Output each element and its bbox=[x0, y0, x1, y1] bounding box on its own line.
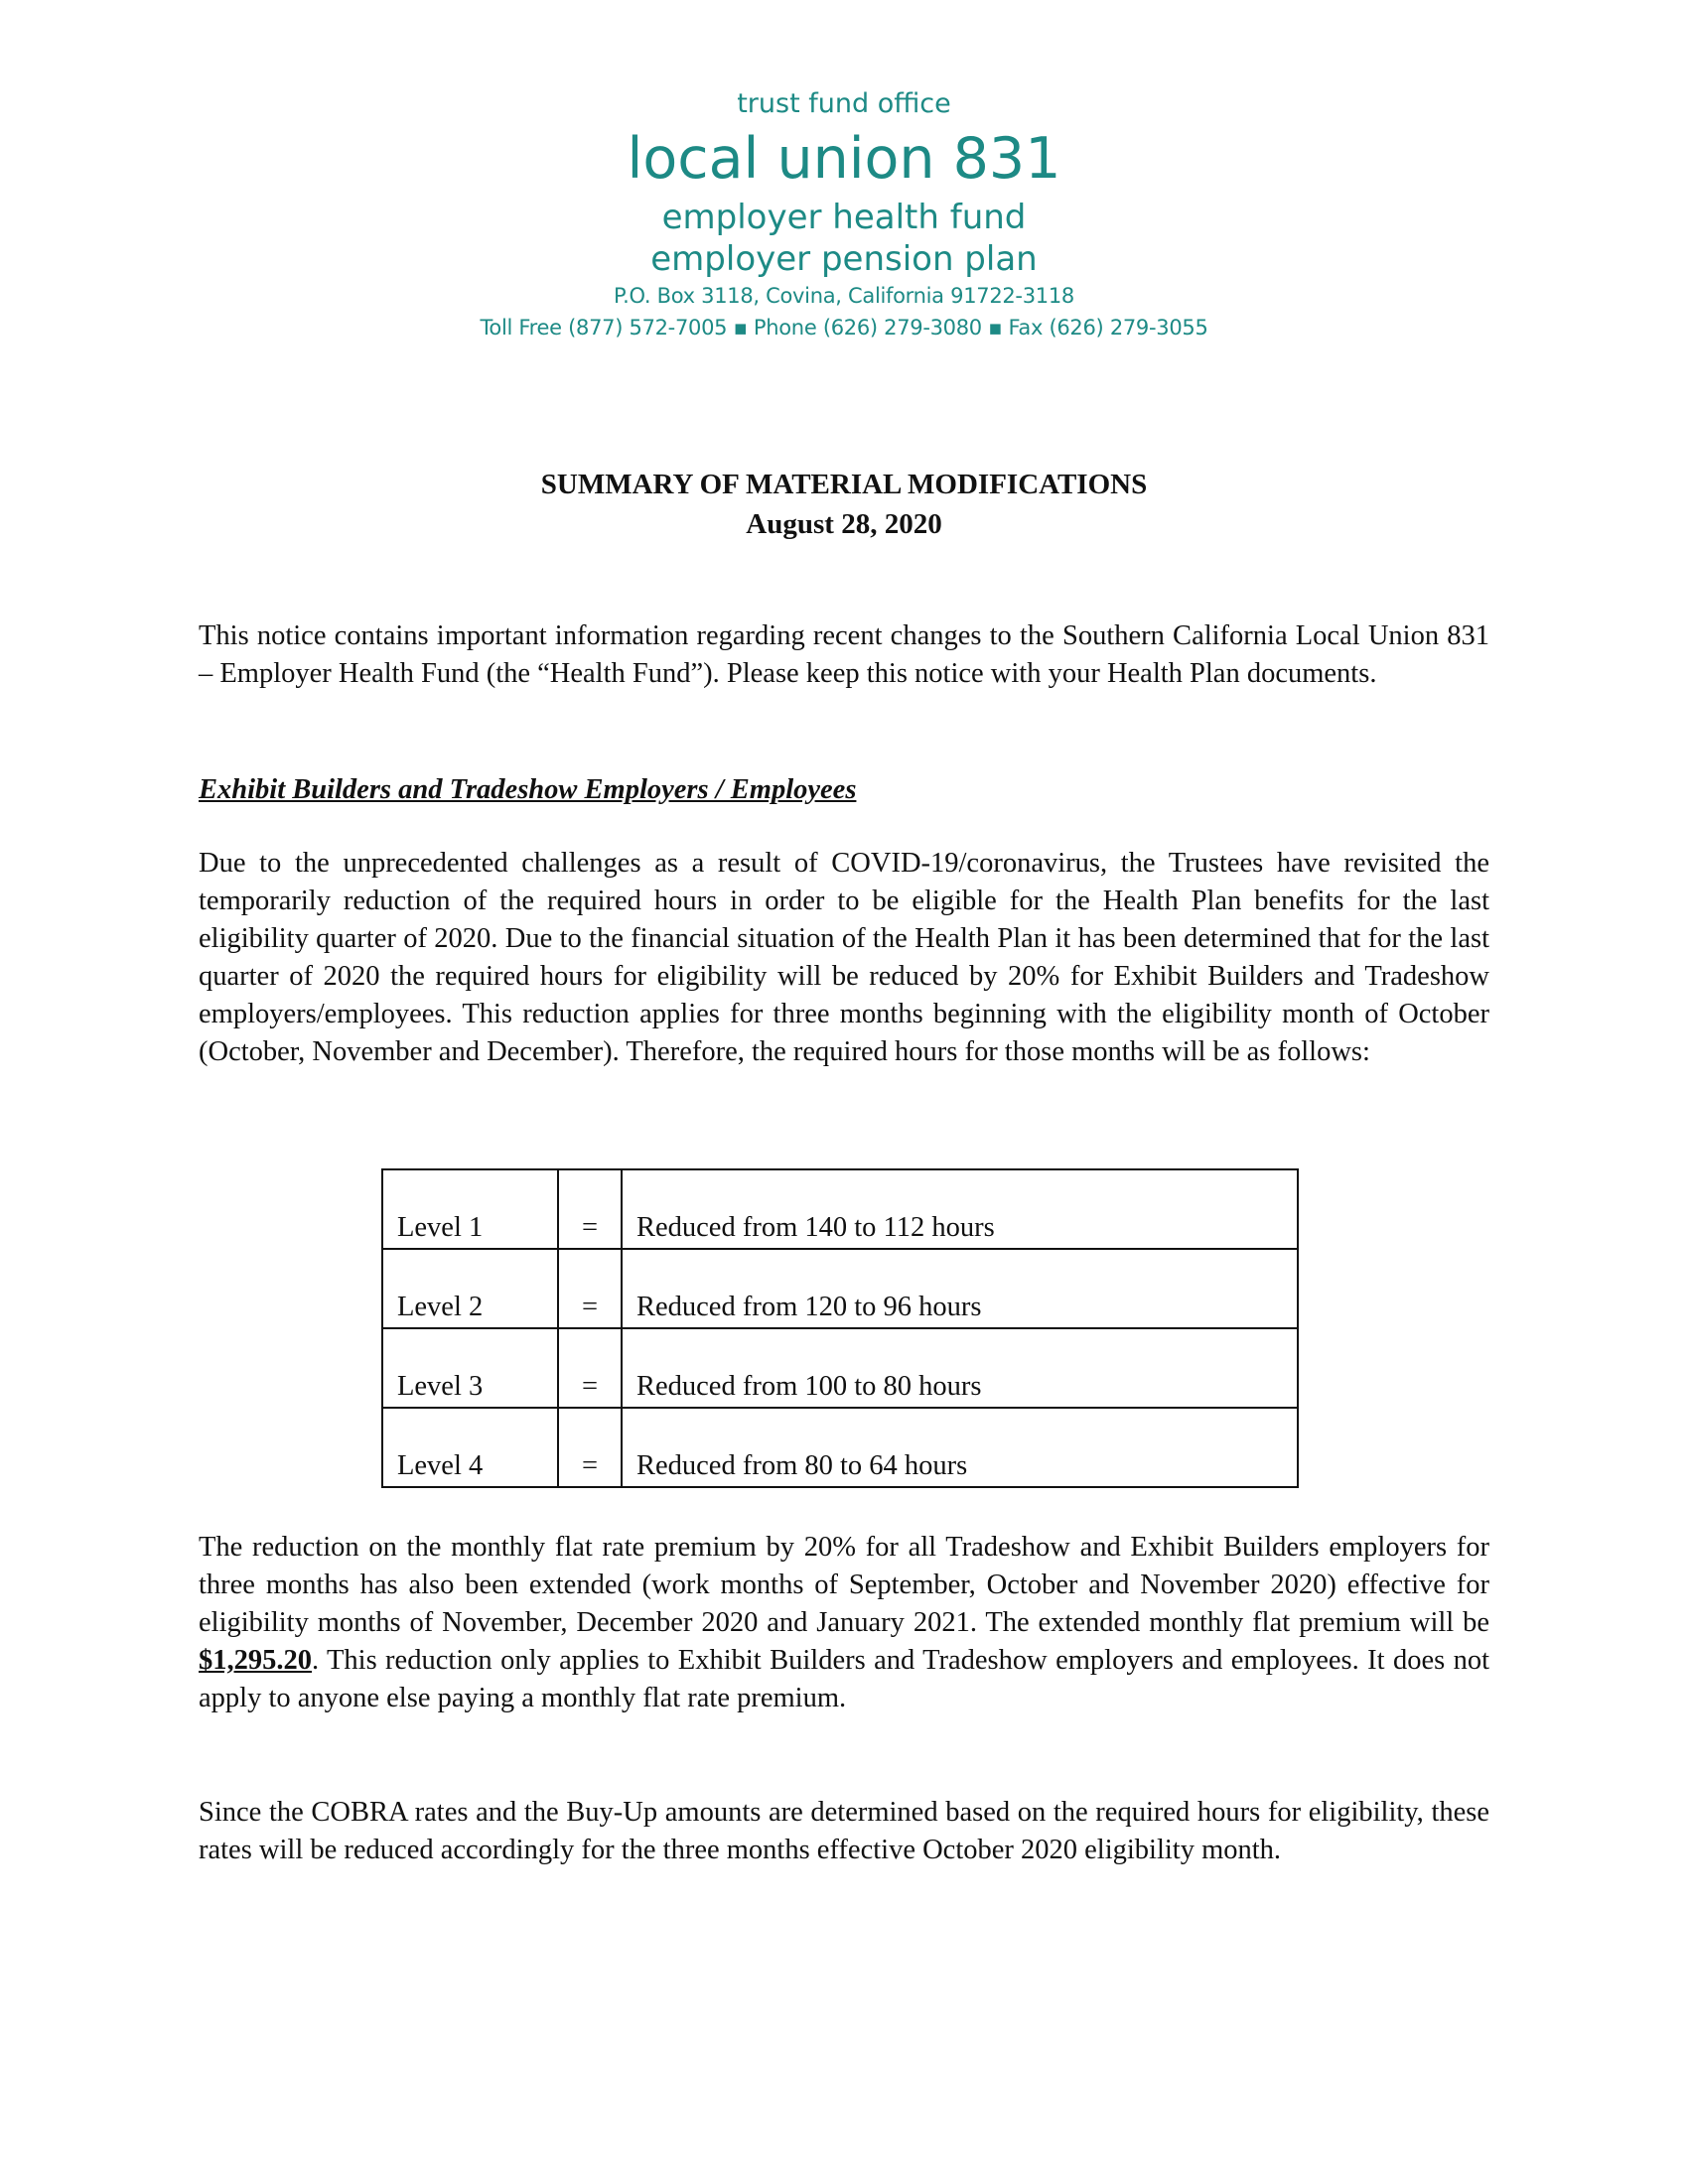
covid-paragraph: Due to the unprecedented challenges as a result of COVID-19/coronavirus, the Trustees have revisited the temporarily reduction of the required hours in order to be eligible for the Health Plan benefits for the last eligibility quarter of 2020. Due to the financial situation of the Health Plan it has been determined that for the last quarter of 2020 the required hours for eligibility will be reduced by 20% for Exhibit Builders and Tradeshow employers/employees. This reduction applies for three months beginning with the eligibility month of October (October, November and December). Therefore, the required hours for those months will be as follows: bbox=[199, 848, 1489, 1067]
intro-paragraph: This notice contains important information regarding recent changes to the Southern California Local Union 831 – Employer Health Fund (the “Health Fund”). Please keep this notice with your Health Plan documents. bbox=[199, 620, 1489, 689]
level-cell: Level 4 bbox=[382, 1408, 558, 1487]
hours-cell: Reduced from 140 to 112 hours bbox=[622, 1169, 1298, 1249]
section-heading: Exhibit Builders and Tradeshow Employers / Employees bbox=[199, 774, 857, 805]
level-cell: Level 3 bbox=[382, 1328, 558, 1408]
document-date: August 28, 2020 bbox=[746, 508, 942, 540]
contact-numbers: Toll Free (877) 572-7005 ▪ Phone (626) 279-3080 ▪ Fax (626) 279-3055 bbox=[480, 316, 1208, 340]
premium-text-before: The reduction on the monthly flat rate premium by 20% for all Tradeshow and Exhibit Builders employers for three months has also been extended (work months of September, October and November 2020) effective for eligibility months of November, December 2020 and January 2021. The extended monthly flat premium will be bbox=[199, 1532, 1489, 1638]
equals-cell: = bbox=[558, 1169, 622, 1249]
level-cell: Level 1 bbox=[382, 1169, 558, 1249]
table-row bbox=[382, 1169, 1298, 1249]
document-title-block bbox=[199, 465, 1489, 544]
hours-cell: Reduced from 100 to 80 hours bbox=[622, 1328, 1298, 1408]
pension-plan-name: employer pension plan bbox=[650, 239, 1038, 279]
level-cell: Level 2 bbox=[382, 1249, 558, 1328]
hours-table-body bbox=[382, 1169, 1298, 1487]
cobra-paragraph: Since the COBRA rates and the Buy-Up amounts are determined based on the required hours for eligibility, these rates will be reduced accordingly for the three months effective October 2020 eligibility month. bbox=[199, 1797, 1489, 1865]
table-row bbox=[382, 1249, 1298, 1328]
hours-cell: Reduced from 80 to 64 hours bbox=[622, 1408, 1298, 1487]
health-fund-name: employer health fund bbox=[661, 198, 1027, 237]
premium-paragraph bbox=[199, 1529, 1489, 1717]
document-title: SUMMARY OF MATERIAL MODIFICATIONS bbox=[540, 469, 1148, 500]
letterhead bbox=[0, 87, 1688, 343]
table-row bbox=[382, 1408, 1298, 1487]
equals-cell: = bbox=[558, 1328, 622, 1408]
equals-cell: = bbox=[558, 1249, 622, 1328]
office-name: trust fund office bbox=[737, 88, 951, 119]
hours-cell: Reduced from 120 to 96 hours bbox=[622, 1249, 1298, 1328]
equals-cell: = bbox=[558, 1408, 622, 1487]
hours-table bbox=[381, 1168, 1299, 1488]
premium-amount: $1,295.20 bbox=[199, 1645, 312, 1676]
union-name: local union 831 bbox=[627, 126, 1061, 192]
premium-text-after: . This reduction only applies to Exhibit Builders and Tradeshow employers and employees. It does not apply to anyone else paying a monthly flat rate premium. bbox=[199, 1645, 1489, 1713]
table-row bbox=[382, 1328, 1298, 1408]
mailing-address: P.O. Box 3118, Covina, California 91722-3118 bbox=[614, 284, 1074, 308]
